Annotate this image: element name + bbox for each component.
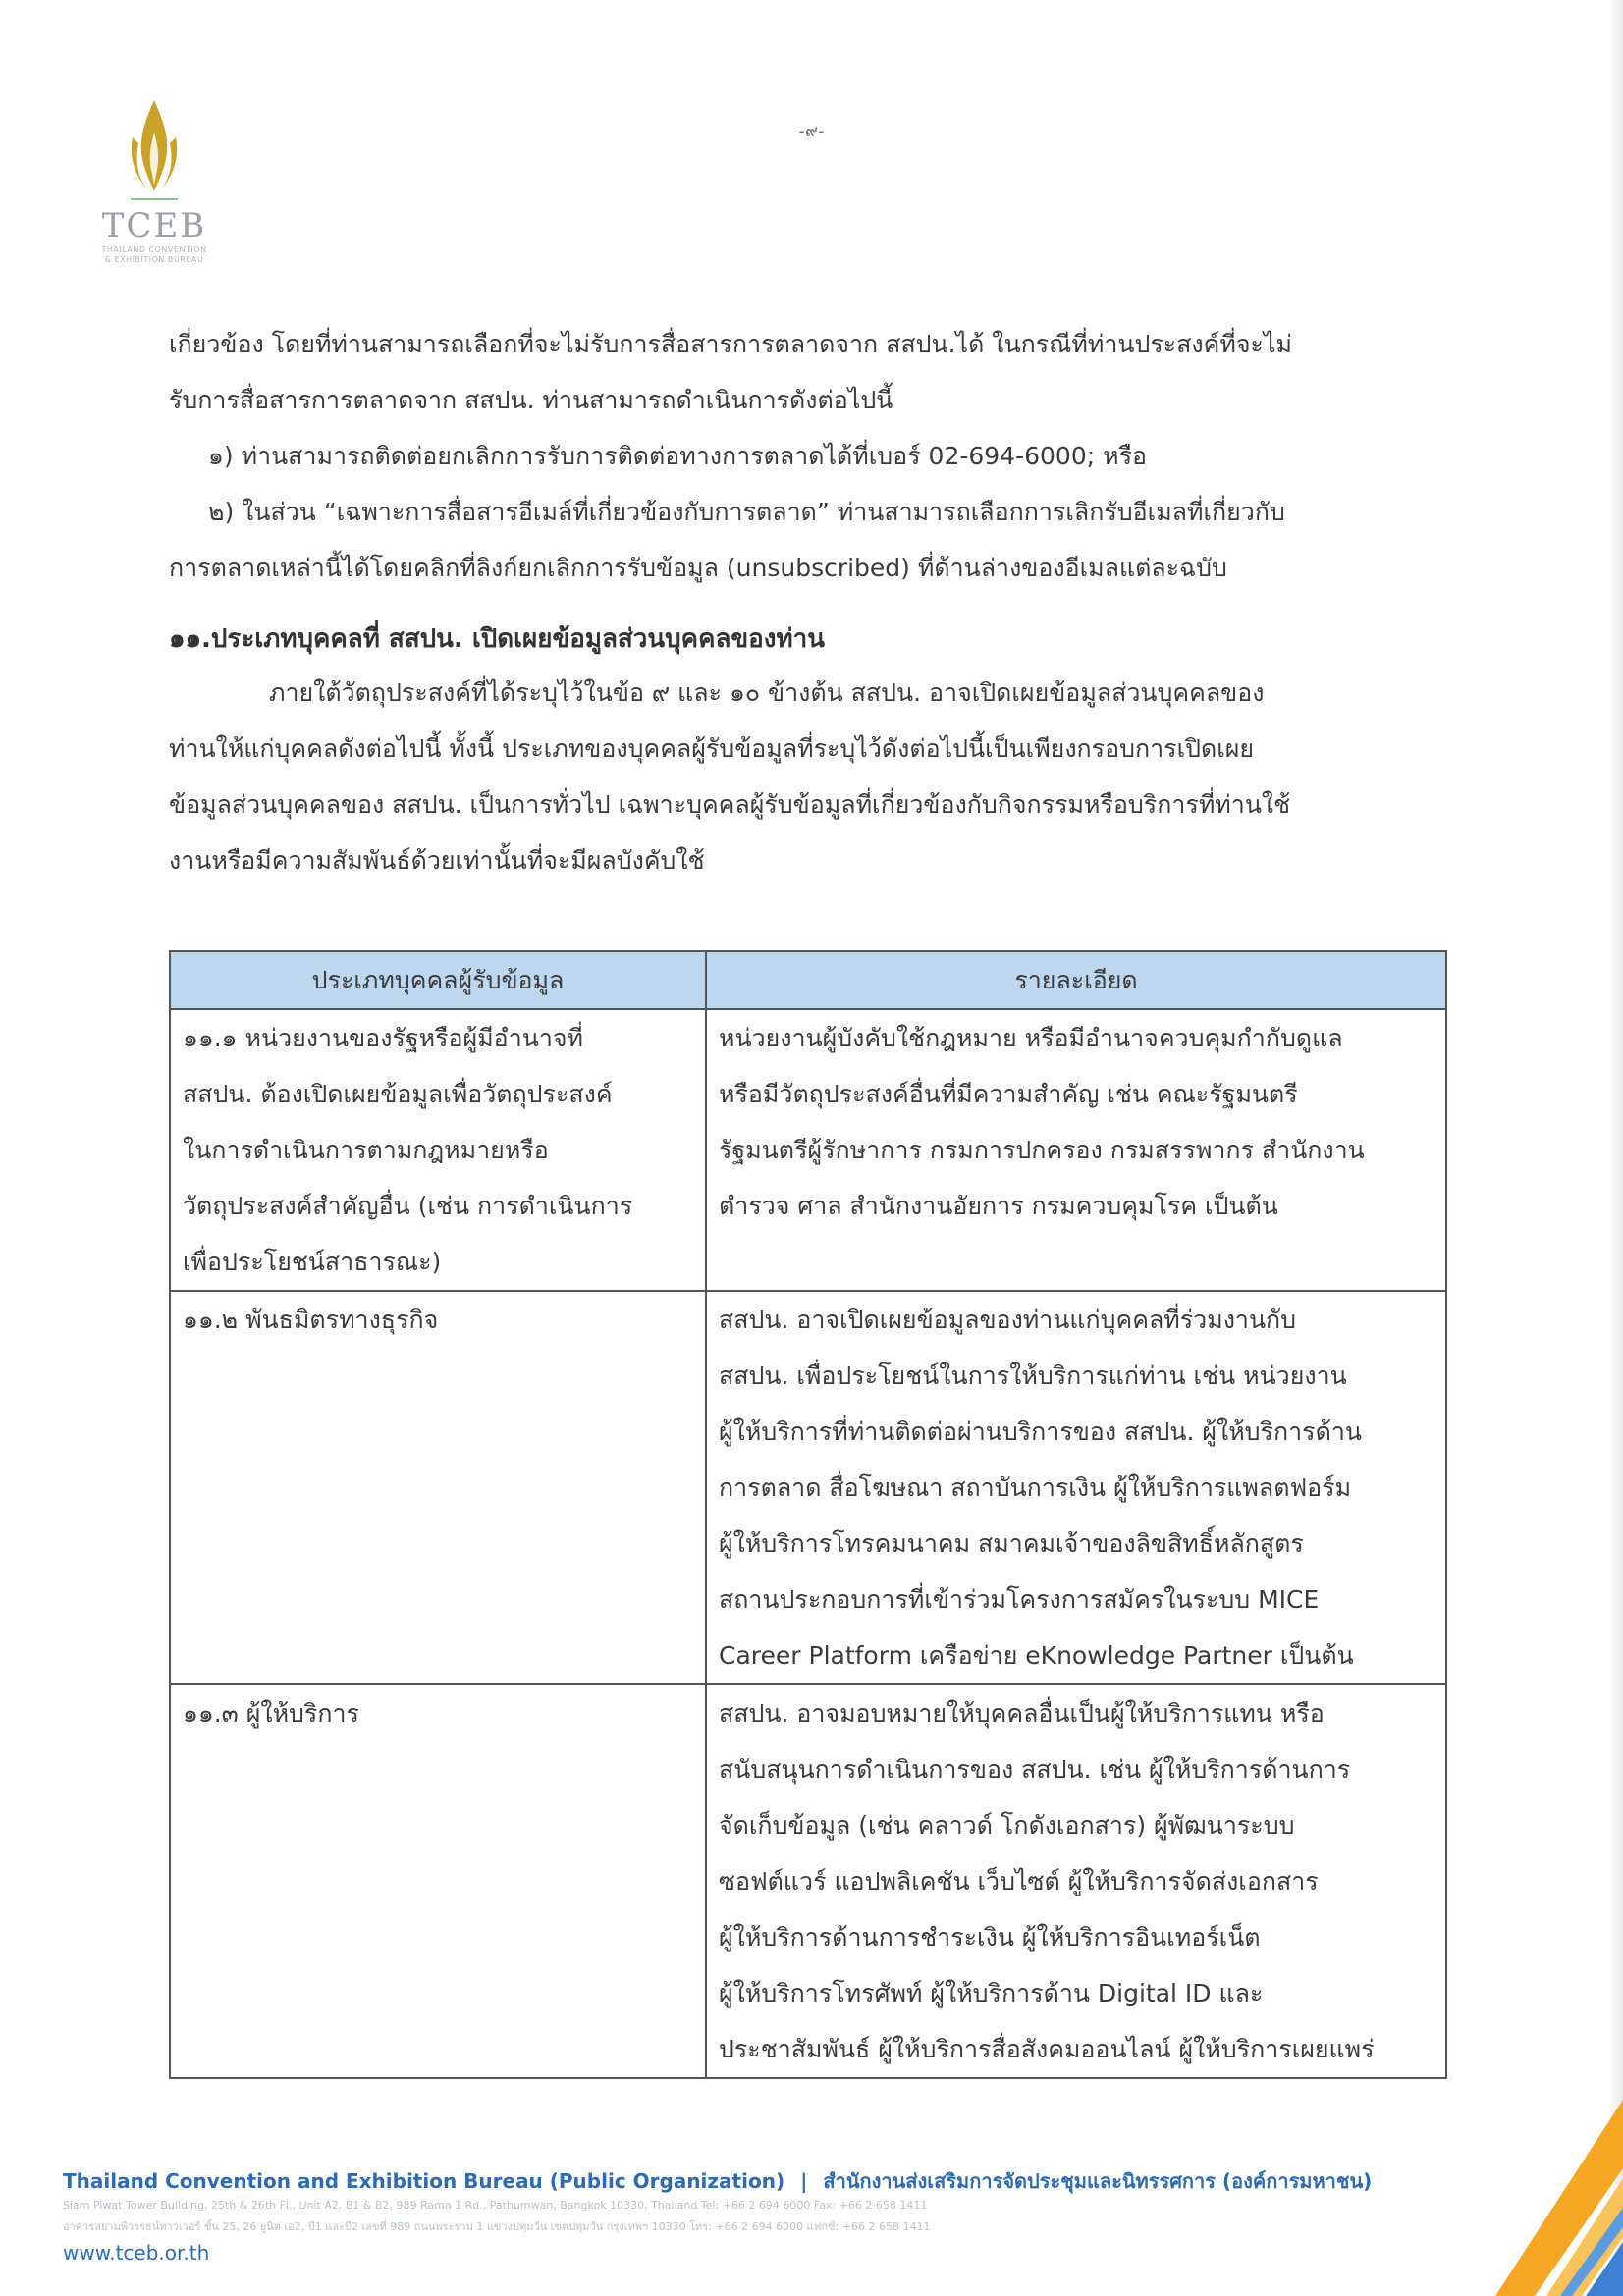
recipient-type-cell — [170, 1009, 706, 1291]
cell-line: สสปน. ต้องเปิดเผยข้อมูลเพื่อวัตถุประสงค์ — [183, 1080, 613, 1108]
cell-line: ผู้ให้บริการที่ท่านติดต่อผ่านบริการของ สสปน. ผู้ให้บริการด้าน — [719, 1417, 1362, 1446]
cell-line: ผู้ให้บริการโทรศัพท์ ผู้ให้บริการด้าน Digital ID และ — [719, 1979, 1264, 2007]
page-edge-shadow — [1609, 0, 1623, 2296]
cell-line: ซอฟต์แวร์ แอปพลิเคชัน เว็บไซต์ ผู้ให้บริการจัดส่งเอกสาร — [719, 1867, 1319, 1896]
paragraph-line: ข้อมูลส่วนบุคคลของ สสปน. เป็นการทั่วไป เฉพาะบุคคลผู้รับข้อมูลที่เกี่ยวข้องกับกิจกรรมหรือบริการที่ท่านใช้ — [169, 790, 1291, 819]
cell-line: เพื่อประโยชน์สาธารณะ) — [183, 1248, 442, 1276]
footer-separator: | — [800, 2169, 808, 2193]
cell-line: สถานประกอบการที่เข้าร่วมโครงการสมัครในระบบ MICE — [719, 1585, 1320, 1614]
cell-line: สนับสนุนการดำเนินการของ สสปน. เช่น ผู้ให้บริการด้านการ — [719, 1755, 1351, 1784]
header-details: รายละเอียด — [706, 951, 1446, 1009]
footer-title-en: Thailand Convention and Exhibition Bureau (Public Organization) — [63, 2169, 785, 2193]
detail-cell — [706, 1291, 1446, 1684]
logo-wordmark: TCEB — [101, 206, 207, 245]
recipient-table — [169, 950, 1447, 2079]
detail-cell — [706, 1684, 1446, 2078]
page-footer — [63, 2167, 1437, 2268]
cell-line: สสปน. อาจเปิดเผยข้อมูลของท่านแก่บุคคลที่ร่วมงานกับ — [719, 1306, 1297, 1334]
cell-line: รัฐมนตรีผู้รักษาการ กรมการปกครอง กรมสรรพากร สำนักงาน — [719, 1136, 1365, 1164]
cell-line: ๑๑.๒ พันธมิตรทางธุรกิจ — [183, 1306, 439, 1334]
footer-website-link[interactable]: www.tceb.or.th — [63, 2241, 210, 2265]
logo-subtitle-1: THAILAND CONVENTION — [101, 245, 207, 254]
cell-line: หรือมีวัตถุประสงค์อื่นที่มีความสำคัญ เช่น คณะรัฐมนตรี — [719, 1080, 1298, 1108]
cell-line: ๑๑.๑ หน่วยงานของรัฐหรือผู้มีอำนาจที่ — [183, 1024, 583, 1052]
recipient-type-cell — [170, 1291, 706, 1684]
page-number: -๙- — [798, 121, 825, 141]
header-recipient-type: ประเภทบุคคลผู้รับข้อมูล — [170, 951, 706, 1009]
cell-line: สสปน. อาจมอบหมายให้บุคคลอื่นเป็นผู้ให้บริการแทน หรือ — [719, 1699, 1325, 1728]
cell-line: ในการดำเนินการตามกฎหมายหรือ — [183, 1136, 549, 1164]
footer-address-th: อาคารสยามพิวรรธน์ทาวเวอร์ ชั้น 25, 26 ยูนิต เอ2, บี1 และบี2 เลขที่ 989 ถนนพระราม 1 แขวงปทุมวัน เขตปทุมวัน กรุงเทพฯ 10330 โทร: +66 2 694 6000 แฟกซ์: +66 2 658 1411 — [63, 2220, 931, 2233]
list-item-2-continued: การตลาดเหล่านี้ได้โดยคลิกที่ลิงก์ยกเลิกการรับข้อมูล (unsubscribed) ที่ด้านล่างของอีเมลแต่ละฉบับ — [169, 554, 1227, 582]
footer-title — [63, 2167, 1437, 2195]
flame-logo-icon — [125, 98, 184, 206]
cell-line: ประชาสัมพันธ์ ผู้ให้บริการสื่อสังคมออนไลน์ ผู้ให้บริการเผยแพร่ — [719, 2035, 1375, 2063]
footer-address-en: Siam Piwat Tower Building, 25th & 26th Fl., Unit A2, B1 & B2, 989 Rama 1 Rd., Pathumwan, Bangkok 10330, Thailand Tel: +66 2 694 6000 Fax: +66 2 658 1411 — [63, 2199, 928, 2212]
paragraph-line: ภายใต้วัตถุประสงค์ที่ได้ระบุไว้ในข้อ ๙ และ ๑๐ ข้างต้น สสปน. อาจเปิดเผยข้อมูลส่วนบุคคลของ — [269, 678, 1265, 707]
cell-line: ผู้ให้บริการโทรคมนาคม สมาคมเจ้าของลิขสิทธิ์หลักสูตร — [719, 1529, 1304, 1558]
corner-decoration-icon — [1495, 2060, 1623, 2296]
footer-title-th: สำนักงานส่งเสริมการจัดประชุมและนิทรรศการ (องค์การมหาชน) — [823, 2169, 1373, 2193]
list-item-1: ๑) ท่านสามารถติดต่อยกเลิกการรับการติดต่อทางการตลาดได้ที่เบอร์ 02-694-6000; หรือ — [208, 442, 1148, 470]
table-row — [170, 1009, 1446, 1291]
cell-line: จัดเก็บข้อมูล (เช่น คลาวด์ โกดังเอกสาร) ผู้พัฒนาระบบ — [719, 1811, 1295, 1840]
cell-line: Career Platform เครือข่าย eKnowledge Partner เป็นต้น — [719, 1641, 1354, 1670]
section-heading: ๑๑.ประเภทบุคคลที่ สสปน. เปิดเผยข้อมูลส่วนบุคคลของท่าน — [169, 624, 825, 654]
paragraph-line: งานหรือมีความสัมพันธ์ด้วยเท่านั้นที่จะมีผลบังคับใช้ — [169, 846, 705, 875]
cell-line: สสปน. เพื่อประโยชน์ในการให้บริการแก่ท่าน เช่น หน่วยงาน — [719, 1362, 1347, 1390]
cell-line: ผู้ให้บริการด้านการชำระเงิน ผู้ให้บริการอินเทอร์เน็ต — [719, 1923, 1261, 1951]
list-item-2: ๒) ในส่วน “เฉพาะการสื่อสารอีเมล์ที่เกี่ยวข้องกับการตลาด” ท่านสามารถเลือกการเลิกรับอีเมลที่เกี่ยวกับ — [208, 498, 1285, 526]
detail-cell — [706, 1009, 1446, 1291]
table-row — [170, 1291, 1446, 1684]
table-header-row — [170, 951, 1446, 1009]
recipient-type-cell — [170, 1684, 706, 2078]
cell-line: ตำรวจ ศาล สำนักงานอัยการ กรมควบคุมโรค เป็นต้น — [719, 1192, 1278, 1220]
document-body — [169, 316, 1445, 888]
cell-line: ๑๑.๓ ผู้ให้บริการ — [183, 1699, 359, 1728]
cell-line: การตลาด สื่อโฆษณา สถาบันการเงิน ผู้ให้บริการแพลตฟอร์ม — [719, 1473, 1352, 1502]
paragraph-line: รับการสื่อสารการตลาดจาก สสปน. ท่านสามารถดำเนินการดังต่อไปนี้ — [169, 386, 893, 414]
paragraph-line: ท่านให้แก่บุคคลดังต่อไปนี้ ทั้งนี้ ประเภทของบุคคลผู้รับข้อมูลที่ระบุไว้ดังต่อไปนี้เป็นเพียงกรอบการเปิดเผย — [169, 734, 1255, 763]
cell-line: หน่วยงานผู้บังคับใช้กฎหมาย หรือมีอำนาจควบคุมกำกับดูแล — [719, 1024, 1343, 1052]
cell-line: วัตถุประสงค์สำคัญอื่น (เช่น การดำเนินการ — [183, 1192, 633, 1220]
logo-subtitle-2: & EXHIBITION BUREAU — [104, 255, 204, 264]
table-row — [170, 1684, 1446, 2078]
paragraph-line: เกี่ยวข้อง โดยที่ท่านสามารถเลือกที่จะไม่รับการสื่อสารการตลาดจาก สสปน.ได้ ในกรณีที่ท่านประสงค์ที่จะไม่ — [169, 330, 1292, 358]
